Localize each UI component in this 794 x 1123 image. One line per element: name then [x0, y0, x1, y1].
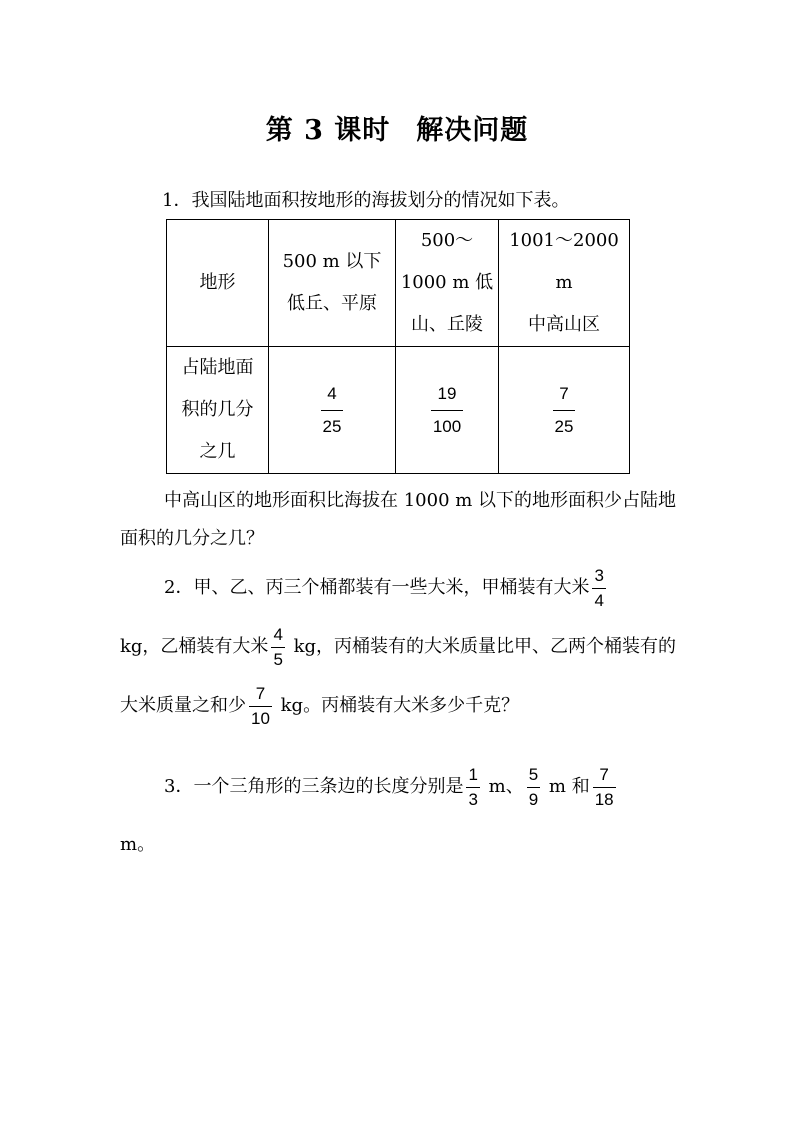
fraction-cell-500-1000	[396, 347, 499, 474]
page-title	[0, 108, 794, 147]
fraction: $\frac{4}{25}$	[322, 383, 342, 436]
question-1-intro: 1．我国陆地面积按地形的海拔划分的情况如下表。	[162, 190, 570, 211]
title-lesson: 第 3 课时	[265, 115, 391, 146]
question-2-text: 2．甲、乙、丙三个桶都装有一些大米，甲桶装有大米 $\frac{3}{4}$ kg，乙桶装有大米 $\frac{4}{5}$ kg，丙桶装有的大米质量比甲、乙两个桶装有的大米质量之和少 $\frac{7}{10}$ kg。丙桶装有大米多少千克？	[120, 565, 677, 728]
header-cell-500-1000: 500～ 1000 m 低 山、丘陵	[396, 220, 499, 347]
table-header-row	[167, 220, 630, 347]
fraction-cell-1001-2000	[499, 347, 630, 474]
row-label-cell: 占陆地面 积的几分 之几	[167, 347, 269, 474]
fraction: $\frac{7}{10}$	[251, 683, 270, 728]
fraction: $\frac{1}{3}$	[468, 764, 478, 809]
fraction: $\frac{4}{5}$	[273, 624, 283, 669]
fraction: $\frac{5}{9}$	[528, 764, 539, 809]
fraction: $\frac{3}{4}$	[594, 565, 604, 610]
question-1-text: 中高山区的地形面积比海拔在 1000 m 以下的地形面积少占陆地面积的几分之几？	[120, 490, 677, 549]
fraction: $\frac{19}{100}$	[432, 383, 462, 436]
fraction: $\frac{7}{25}$	[554, 383, 574, 436]
header-cell-below-500: 500 m 以下 低丘、平原	[269, 220, 396, 347]
fraction: $\frac{7}{18}$	[594, 764, 614, 809]
terrain-table	[166, 219, 630, 474]
title-topic: 解决问题	[416, 115, 529, 146]
question-3-text: 3．一个三角形的三条边的长度分别是 $\frac{1}{3}$ m、 $\frac{5}{9}$ m 和 $\frac{7}{18}$ m。	[120, 764, 614, 855]
header-cell-terrain: 地形	[167, 220, 269, 347]
header-cell-1001-2000: 1001～2000 m 中高山区	[499, 220, 630, 347]
table-row	[167, 347, 630, 474]
fraction-cell-below-500	[269, 347, 396, 474]
